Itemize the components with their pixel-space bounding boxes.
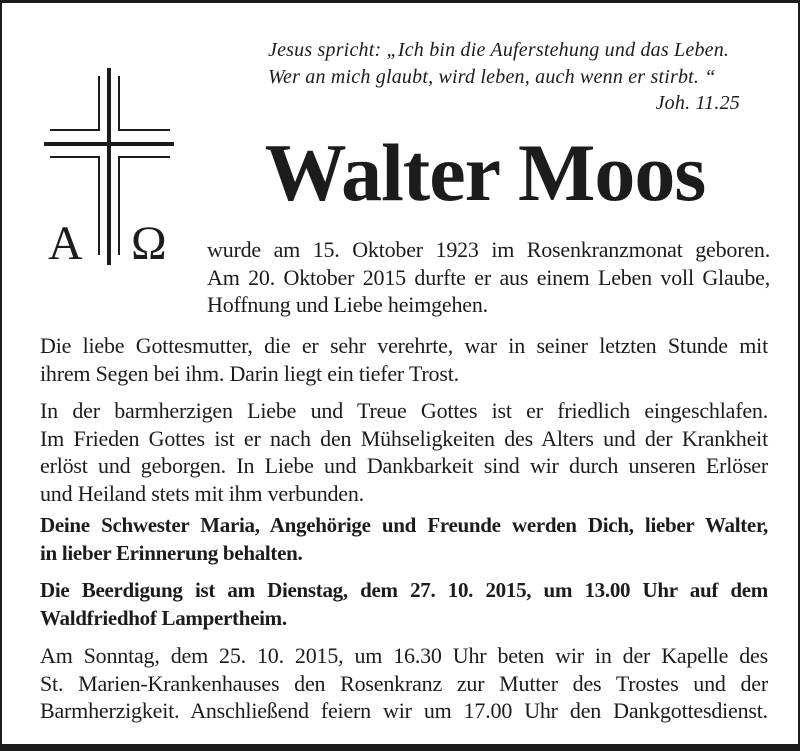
- text-line: Die Beerdigung ist am Dienstag, dem 27. 10. 2015, um 13.00 Uhr auf dem: [40, 578, 768, 602]
- text-line: wurde am 15. Oktober 1923 im Rosenkranzmonat geboren.: [207, 237, 770, 262]
- text-line: Am Sonntag, dem 25. 10. 2015, um 16.30 Uhr beten wir in der Kapelle des: [40, 643, 768, 668]
- text-line: Barmherzigkeit. Anschließend feiern wir um 17.00 Uhr den Dankgottesdienst.: [40, 698, 768, 723]
- intro-paragraph: [207, 236, 770, 319]
- text-line: Hoffnung und Liebe heimgehen.: [207, 292, 488, 317]
- deceased-name: Walter Moos: [264, 127, 706, 218]
- text-line: erlöst und geborgen. In Liebe und Dankbarkeit sind wir durch unseren Erlöser: [40, 453, 768, 478]
- text-line: Deine Schwester Maria, Angehörige und Freunde werden Dich, lieber Walter,: [40, 513, 768, 537]
- scripture-line: Wer an mich glaubt, wird leben, auch wenn er stirbt. “: [268, 66, 716, 88]
- scripture-reference: Joh. 11.25: [655, 92, 740, 114]
- scripture-line: Jesus spricht: „Ich bin die Auferstehung und das Leben.: [268, 39, 730, 61]
- text-line: Am 20. Oktober 2015 durfte er aus einem Leben voll Glaube,: [207, 264, 770, 290]
- paragraph-mourners: [40, 512, 768, 567]
- paragraph-funeral-details: [40, 577, 768, 632]
- text-line: Die liebe Gottesmutter, die er sehr verehrte, war in seiner letzten Stunde mit: [40, 333, 768, 358]
- alpha-symbol: A: [48, 217, 83, 270]
- paragraph-rosary-service: [40, 642, 768, 725]
- scripture-quote: [268, 37, 740, 117]
- text-line: In der barmherzigen Liebe und Treue Gottes ist er friedlich eingeschlafen.: [40, 398, 768, 423]
- paragraph-faith: [40, 397, 768, 507]
- text-line: St. Marien-Krankenhauses den Rosenkranz zur Mutter des Trostes und der: [40, 670, 768, 696]
- text-line: in lieber Erinnerung behalten.: [40, 540, 303, 565]
- text-line: und Heiland stets mit ihm verbunden.: [40, 480, 364, 506]
- paragraph-consolation: [40, 332, 768, 387]
- text-line: Waldfriedhof Lampertheim.: [40, 605, 287, 630]
- text-line: Im Frieden Gottes ist er nach den Mühseligkeiten des Alters und der Krankheit: [40, 425, 768, 451]
- omega-symbol: Ω: [131, 217, 167, 270]
- text-line: ihrem Segen bei ihm. Darin liegt ein tiefer Trost.: [40, 360, 459, 386]
